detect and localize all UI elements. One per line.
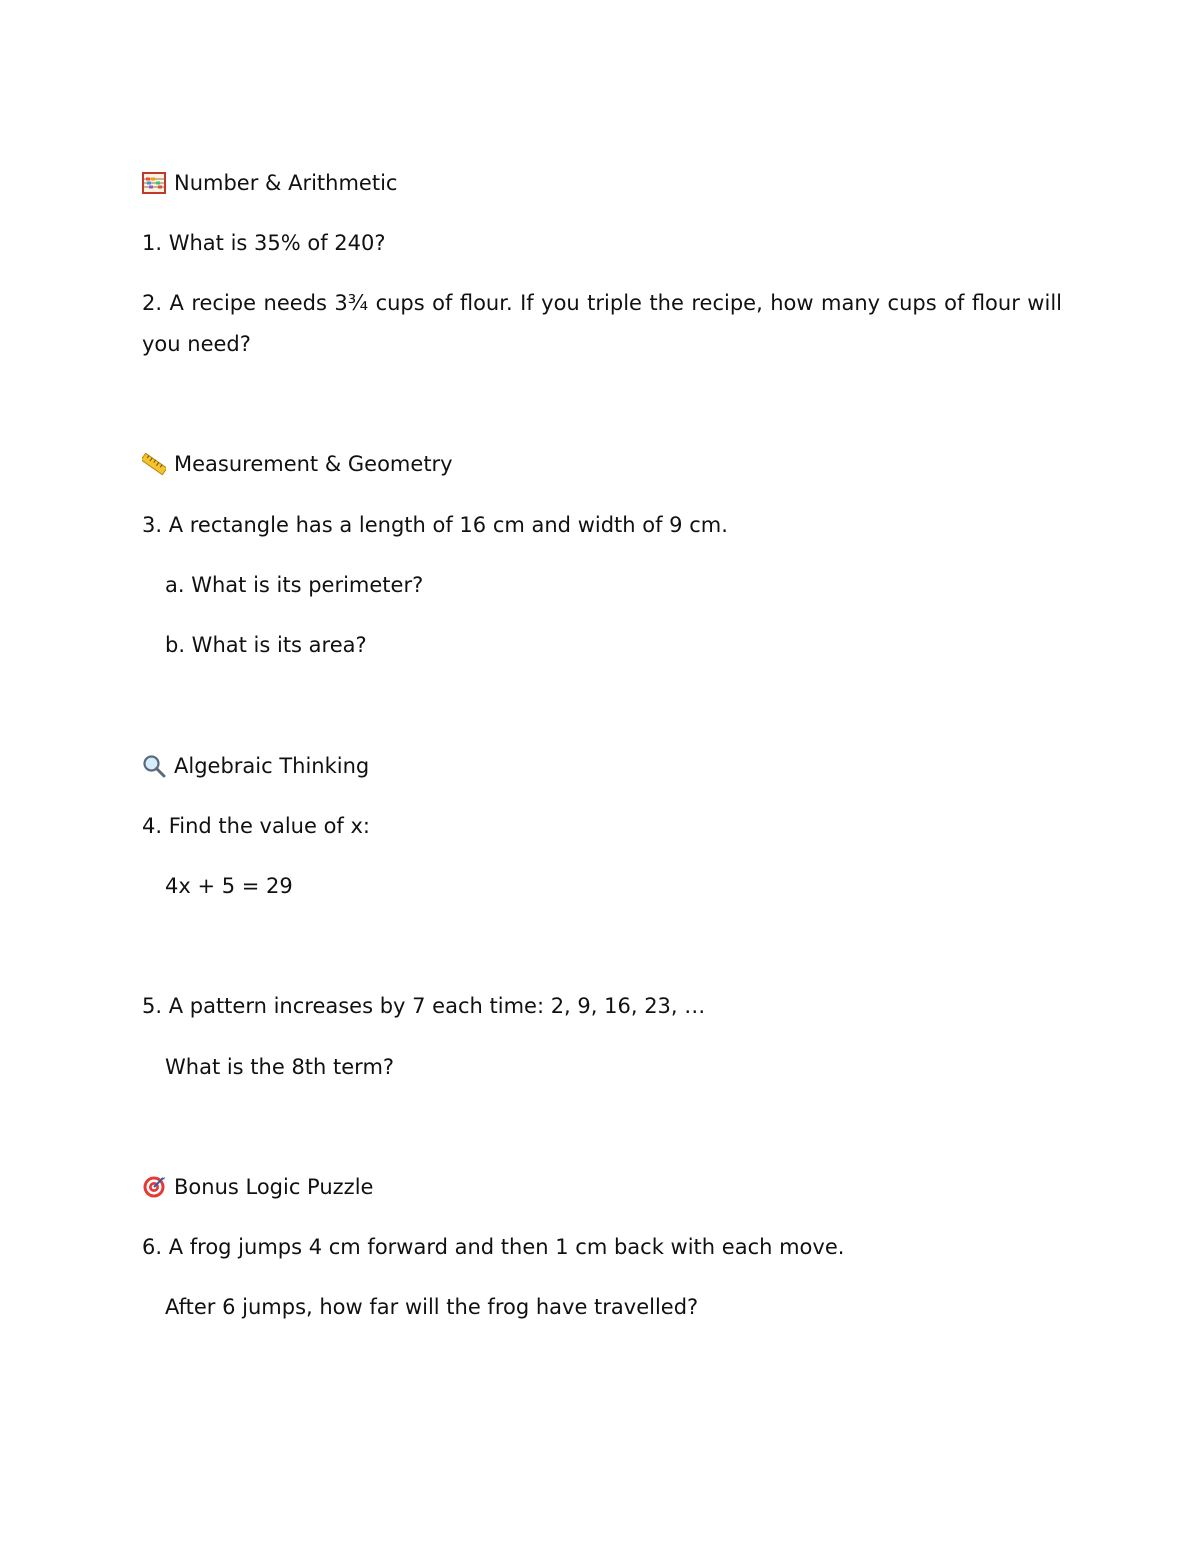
question-6b: After 6 jumps, how far will the frog have travelled? [165, 1295, 699, 1319]
section-title: Number & Arithmetic [174, 171, 398, 195]
section-title: Bonus Logic Puzzle [174, 1175, 374, 1199]
target-icon [142, 1175, 166, 1199]
ruler-icon [142, 452, 166, 476]
question-3b: b. What is its area? [165, 633, 367, 657]
abacus-icon [142, 171, 166, 195]
question-4-equation: 4x + 5 = 29 [165, 874, 293, 898]
question-4: 4. Find the value of x: [142, 814, 371, 838]
section-title: Algebraic Thinking [174, 754, 370, 778]
section-heading-algebra [142, 752, 369, 780]
section-heading-geometry [142, 450, 453, 478]
question-3: 3. A rectangle has a length of 16 cm and width of 9 cm. [142, 513, 728, 537]
question-6: 6. A frog jumps 4 cm forward and then 1 cm back with each move. [142, 1235, 845, 1259]
question-3a: a. What is its perimeter? [165, 573, 424, 597]
question-2: 2. A recipe needs 3¾ cups of flour. If you triple the recipe, how many cups of flour will you need? [142, 291, 1062, 356]
question-5: 5. A pattern increases by 7 each time: 2, 9, 16, 23, … [142, 994, 706, 1018]
section-heading-arithmetic [142, 169, 397, 197]
magnifier-icon [142, 754, 166, 778]
section-heading-bonus [142, 1173, 373, 1201]
question-1: 1. What is 35% of 240? [142, 231, 386, 255]
question-5b: What is the 8th term? [165, 1055, 395, 1079]
section-title: Measurement & Geometry [174, 452, 453, 476]
